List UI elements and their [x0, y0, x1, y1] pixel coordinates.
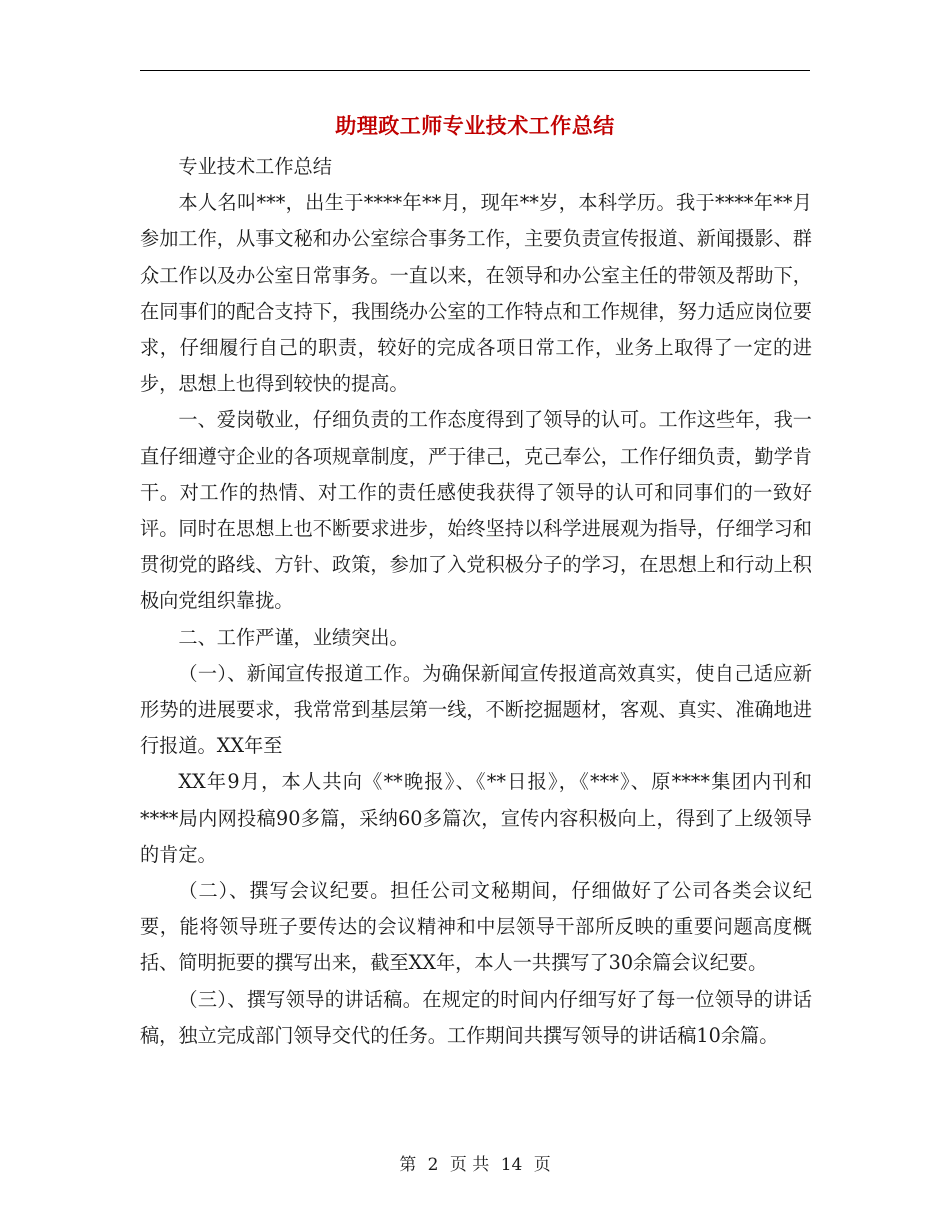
- paragraph-intro: 本人名叫***，出生于****年**月，现年**岁，本科学历。我于****年**月参加工作，从事文秘和办公室综合事务工作，主要负责宣传报道、新闻摄影、群众工作以及办公室日常事务。一直以来，在领导和办公室主任的带领及帮助下，在同事们的配合支持下，我围绕办公室的工作特点和工作规律，努力适应岗位要求，仔细履行自己的职责，较好的完成各项日常工作，业务上取得了一定的进步，思想上也得到较快的提高。: [140, 191, 812, 396]
- paragraph-subtitle: 专业技术工作总结: [178, 155, 332, 178]
- paragraph-item-two: （二）、撰写会议纪要。担任公司文秘期间，仔细做好了公司各类会议纪要，能将领导班子要传达的会议精神和中层领导干部所反映的重要问题高度概括、简明扼要的撰写出来，截至XX年，本人一共撰写了30余篇会议纪要。: [140, 879, 812, 975]
- footer-prefix: 第: [399, 1155, 417, 1175]
- document-title: 助理政工师专业技术工作总结: [335, 114, 615, 138]
- paragraph-item-one: （一）、新闻宣传报道工作。为确保新闻宣传报道高效真实，使自己适应新形势的进展要求，我常常到基层第一线，不断挖掘题材，客观、真实、准确地进行报道。XX年至: [140, 661, 812, 758]
- footer-page-number: 2: [427, 1155, 439, 1175]
- header-rule: [140, 70, 810, 71]
- page-footer: [140, 1153, 810, 1177]
- paragraph-item-one-continued: XX年9月，本人共向《**晚报》、《**日报》，《***》、原****集团内刊和****局内网投稿90多篇，采纳60多篇次，宣传内容积极向上，得到了上级领导的肯定。: [140, 770, 812, 866]
- paragraph-item-three: （三）、撰写领导的讲话稿。在规定的时间内仔细写好了每一位领导的讲话稿，独立完成部门领导交代的任务。工作期间共撰写领导的讲话稿10余篇。: [140, 987, 812, 1047]
- paragraph-section-two-heading: 二、工作严谨，业绩突出。: [178, 625, 409, 649]
- paragraph-section-one: 一、爱岗敬业，仔细负责的工作态度得到了领导的认可。工作这些年，我一直仔细遵守企业的各项规章制度，严于律己，克己奉公，工作仔细负责，勤学肯干。对工作的热情、对工作的责任感使我获得了领导的认可和同事们的一致好评。同时在思想上也不断要求进步，始终坚持以科学进展观为指导，仔细学习和贯彻党的路线、方针、政策，参加了入党积极分子的学习，在思想上和行动上积极向党组织靠拢。: [140, 408, 812, 613]
- footer-suffix: 页: [533, 1155, 551, 1175]
- footer-total-pages: 14: [500, 1155, 523, 1175]
- document-body: [140, 149, 812, 1054]
- footer-middle: 页 共: [449, 1155, 490, 1175]
